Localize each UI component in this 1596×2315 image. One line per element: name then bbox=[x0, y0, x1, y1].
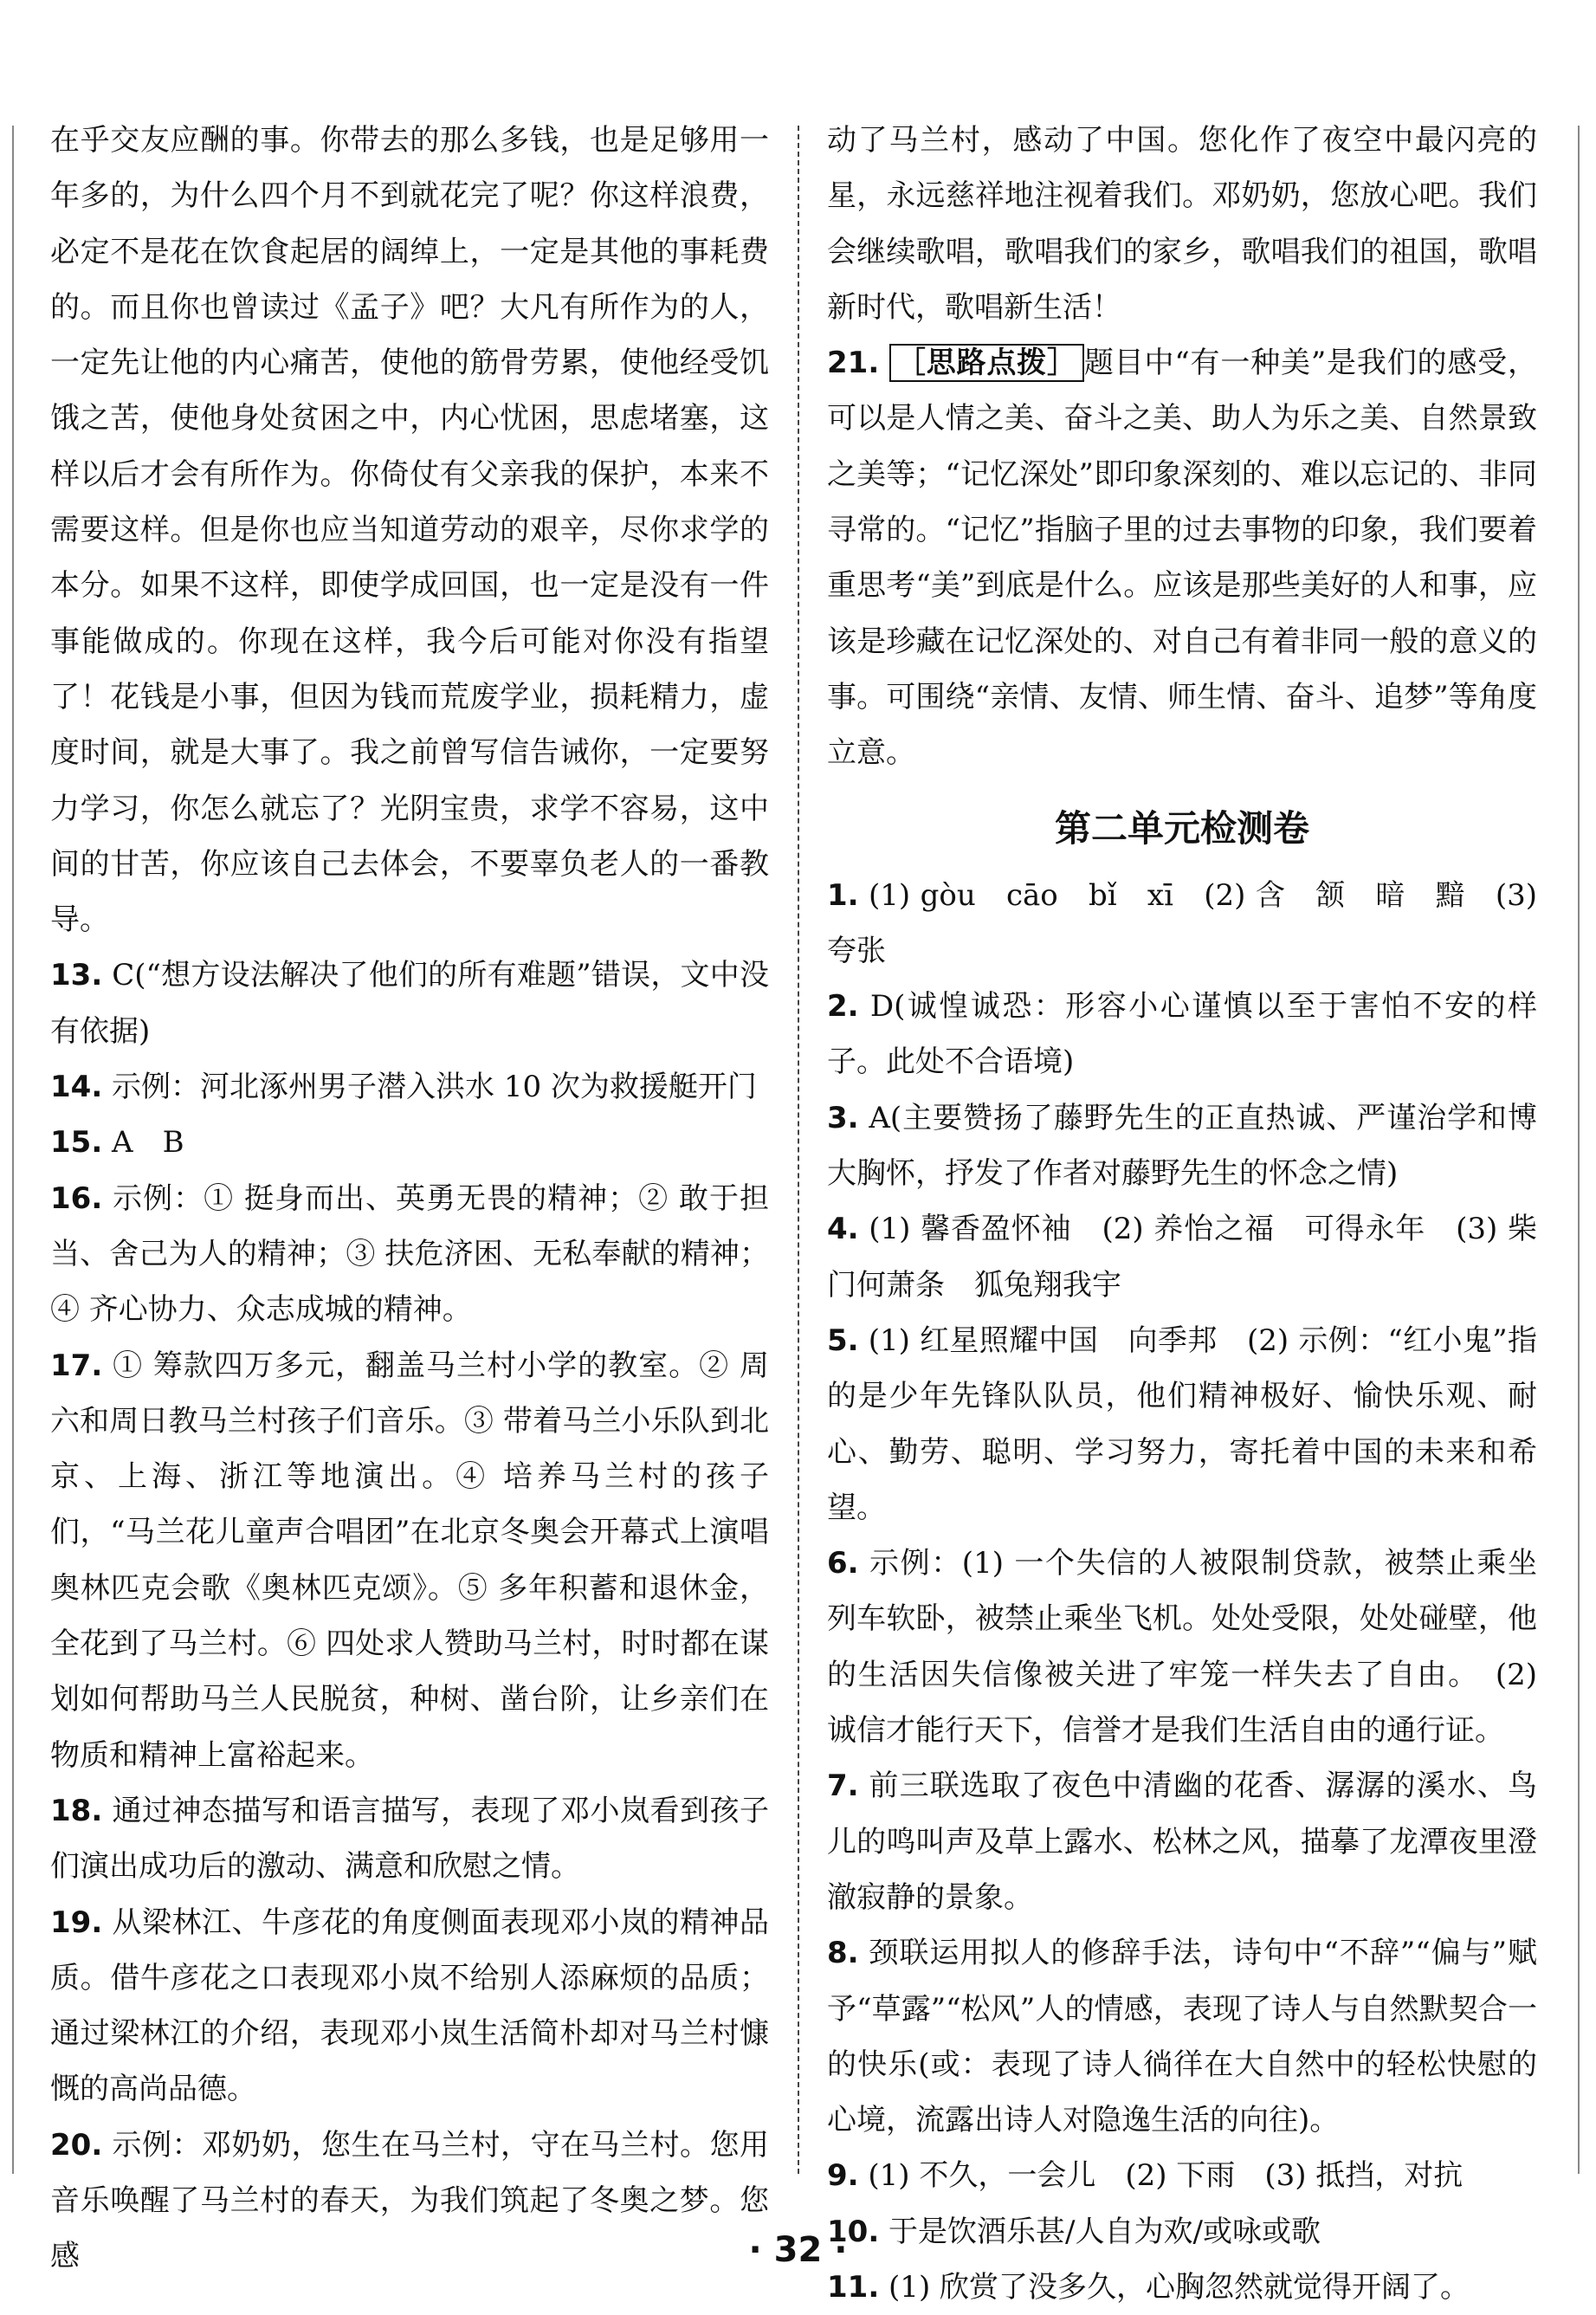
answer-text: 示例：邓奶奶，您生在马兰村，守在马兰村。您用音乐唤醒了马兰村的春天，为我们筑起了冬奥之梦。您感 bbox=[50, 2127, 770, 2274]
answer-number: 11. bbox=[827, 2269, 880, 2305]
answer-text: (1) 红星照耀中国 向季邦 (2) 示例：“红小鬼”指的是少年先锋队队员，他们精神极好、愉快乐观、耐心、勤劳、聪明、学习努力，寄托着中国的未来和希望。 bbox=[827, 1322, 1537, 1525]
answer-text: D(诚惶诚恐：形容小心谨慎以至于害怕不安的样子。此处不合语境) bbox=[827, 989, 1537, 1080]
answer-text: 前三联选取了夜色中清幽的花香、潺潺的溪水、鸟儿的鸣叫声及草上露水、松林之风，描摹了龙潭夜里澄澈寂静的景象。 bbox=[827, 1769, 1538, 1915]
answer-20-continuation: 动了马兰村，感动了中国。您化作了夜空中最闪亮的星，永远慈祥地注视着我们。邓奶奶，您放心吧。我们会继续歌唱，歌唱我们的家乡，歌唱我们的祖国，歌唱新时代，歌唱新生活！ bbox=[827, 123, 1537, 325]
answer-text: (1) gòu cāo bǐ xī (2) 含 颔 暗 黯 (3) 夸张 bbox=[827, 877, 1537, 968]
answer-text: ① 筹款四万多元，翻盖马兰村小学的教室。② 周六和周日教马兰村孩子们音乐。③ 带着马兰小乐队到北京、上海、浙江等地演出。④ 培养马兰村的孩子们，“马兰花儿童声合唱团”在北京冬奥会开幕式上演唱奥林匹克会歌《奥林匹克颂》。⑤ 多年积蓄和退休金，全花到了马兰村。⑥ 四处求人赞助马兰村，时时都在谋划如何帮助马兰人民脱贫，种树、凿台阶，让乡亲们在物质和精神上富裕起来。 bbox=[50, 1348, 769, 1773]
answer-number: 18. bbox=[50, 1793, 103, 1828]
left-answer-list bbox=[50, 947, 769, 2284]
answer-item-3 bbox=[827, 1090, 1537, 1202]
answer-item-8 bbox=[827, 1925, 1537, 2148]
answer-text: 示例：河北涿州男子潜入洪水 10 次为救援艇开门 bbox=[112, 1070, 757, 1105]
answer-text: 示例：① 挺身而出、英勇无畏的精神；② 敢于担当、舍己为人的精神；③ 扶危济困、无私奉献的精神；④ 齐心协力、众志成城的精神。 bbox=[50, 1180, 769, 1328]
answer-text: (1) 不久，一会儿 (2) 下雨 (3) 抵挡，对抗 bbox=[868, 2158, 1464, 2194]
answer-item-14 bbox=[50, 1059, 769, 1115]
answer-number: 10. bbox=[827, 2214, 880, 2249]
answer-number: 17. bbox=[50, 1348, 103, 1383]
answer-item-21 bbox=[827, 335, 1537, 780]
answer-number: 20. bbox=[50, 2127, 103, 2163]
answer-number: 5. bbox=[827, 1322, 859, 1358]
answer-number: 8. bbox=[827, 1936, 859, 1971]
page-number: · 32 · bbox=[748, 2230, 848, 2270]
answer-text: A B bbox=[112, 1125, 184, 1161]
right-edge-line bbox=[1578, 126, 1580, 2174]
answer-number: 4. bbox=[827, 1212, 859, 1247]
answer-number: 1. bbox=[827, 877, 859, 913]
right-column bbox=[827, 113, 1537, 2315]
answer-item-16 bbox=[50, 1171, 769, 1338]
answer-item-2 bbox=[827, 979, 1537, 1090]
answer-number: 16. bbox=[50, 1180, 103, 1216]
answer-item-17 bbox=[50, 1338, 769, 1783]
answer-number: 19. bbox=[50, 1904, 103, 1940]
answer-text: (1) 欣赏了没多久，心胸忽然就觉得开阔了。 bbox=[888, 2269, 1470, 2305]
answer-text: 从梁林江、牛彦花的角度侧面表现邓小岚的精神品质。借牛彦花之口表现邓小岚不给别人添麻烦的品质；通过梁林江的介绍，表现邓小岚生活简朴却对马兰村慷慨的高尚品德。 bbox=[50, 1904, 770, 2107]
answer-number: 7. bbox=[827, 1769, 859, 1804]
answer-text: 通过神态描写和语言描写，表现了邓小岚看到孩子们演出成功后的激动、满意和欣慰之情。 bbox=[50, 1793, 770, 1885]
answer-item-9 bbox=[827, 2148, 1537, 2203]
column-divider bbox=[798, 126, 799, 2174]
section-title: 第二单元检测卷 bbox=[1054, 806, 1309, 850]
answer-text: 颈联运用拟人的修辞手法，诗句中“不辞”“偏与”赋予“草露”“松风”人的情感，表现了诗人与自然默契合一的快乐(或：表现了诗人徜徉在大自然中的轻松快慰的心境，流露出诗人对隐逸生活的向往)。 bbox=[827, 1936, 1537, 2138]
hint-tag: ［思路点拨］ bbox=[889, 344, 1084, 382]
answer-item-5 bbox=[827, 1313, 1537, 1536]
answer-number: 3. bbox=[827, 1100, 859, 1135]
answer-item-1 bbox=[827, 868, 1537, 980]
answer-item-7 bbox=[827, 1758, 1537, 1925]
answer-text: 示例：(1) 一个失信的人被限制贷款，被禁止乘坐列车软卧，被禁止乘坐飞机。处处受限，处处碰壁，他的生活因失信像被关进了牢笼一样失去了自由。 (2) 诚信才能行天下，信誉才是我们生活自由的通行证。 bbox=[827, 1546, 1538, 1749]
answer-number: 13. bbox=[50, 958, 103, 993]
answer-item-15 bbox=[50, 1115, 769, 1170]
answer-text: 于是饮酒乐甚/人自为欢/或咏或歌 bbox=[888, 2214, 1321, 2249]
left-edge-line bbox=[12, 126, 14, 2174]
answer-item-19 bbox=[50, 1895, 769, 2118]
answer-number: 21. bbox=[827, 346, 880, 381]
answer-text: C(“想方设法解决了他们的所有难题”错误，文中没有依据) bbox=[50, 958, 769, 1049]
answer-text: 题目中“有一种美”是我们的感受，可以是人情之美、奋斗之美、助人为乐之美、自然景致之美等；“记忆深处”即印象深刻的、难以忘记的、非同寻常的。“记忆”指脑子里的过去事物的印象，我们要着重思考“美”到底是什么。应该是那些美好的人和事，应该是珍藏在记忆深处的、对自己有着非同一般的意义的事。可围绕“亲情、友情、师生情、奋斗、追梦”等角度立意。 bbox=[827, 346, 1538, 771]
answer-number: 9. bbox=[827, 2158, 859, 2194]
answer-number: 14. bbox=[50, 1070, 103, 1105]
answer-item-6 bbox=[827, 1536, 1537, 1758]
answer-text: (1) 馨香盈怀袖 (2) 养怡之福 可得永年 (3) 柴门何萧条 狐兔翔我宇 bbox=[827, 1212, 1538, 1303]
answer-number: 15. bbox=[50, 1125, 103, 1161]
answer-item-4 bbox=[827, 1201, 1537, 1313]
answer-text: A(主要赞扬了藤野先生的正直热诚、严谨治学和博大胸怀，抒发了作者对藤野先生的怀念之情) bbox=[827, 1100, 1537, 1192]
answer-item-18 bbox=[50, 1783, 769, 1895]
left-column bbox=[50, 113, 769, 2285]
answer-number: 2. bbox=[827, 989, 859, 1025]
answer-number: 6. bbox=[827, 1546, 859, 1581]
answer-item-13 bbox=[50, 947, 769, 1059]
right-answer-list bbox=[827, 868, 1537, 2315]
letter-translation: 在乎交友应酬的事。你带去的那么多钱，也是足够用一年多的，为什么四个月不到就花完了呢？你这样浪费，必定不是花在饮食起居的阔绰上，一定是其他的事耗费的。而且你也曾读过《孟子》吧？大凡有所作为的人，一定先让他的内心痛苦，使他的筋骨劳累，使他经受饥饿之苦，使他身处贫困之中，内心忧困，思虑堵塞，这样以后才会有所作为。你倚仗有父亲我的保护，本来不需要这样。但是你也应当知道劳动的艰辛，尽你求学的本分。如果不这样，即使学成回国，也一定是没有一件事能做成的。你现在这样，我今后可能对你没有指望了！花钱是小事，但因为钱而荒废学业，损耗精力，虚度时间，就是大事了。我之前曾写信告诫你，一定要努力学习，你怎么就忘了？光阴宝贵，求学不容易，这中间的甘苦，你应该自己去体会，不要辜负老人的一番教导。 bbox=[50, 123, 769, 938]
